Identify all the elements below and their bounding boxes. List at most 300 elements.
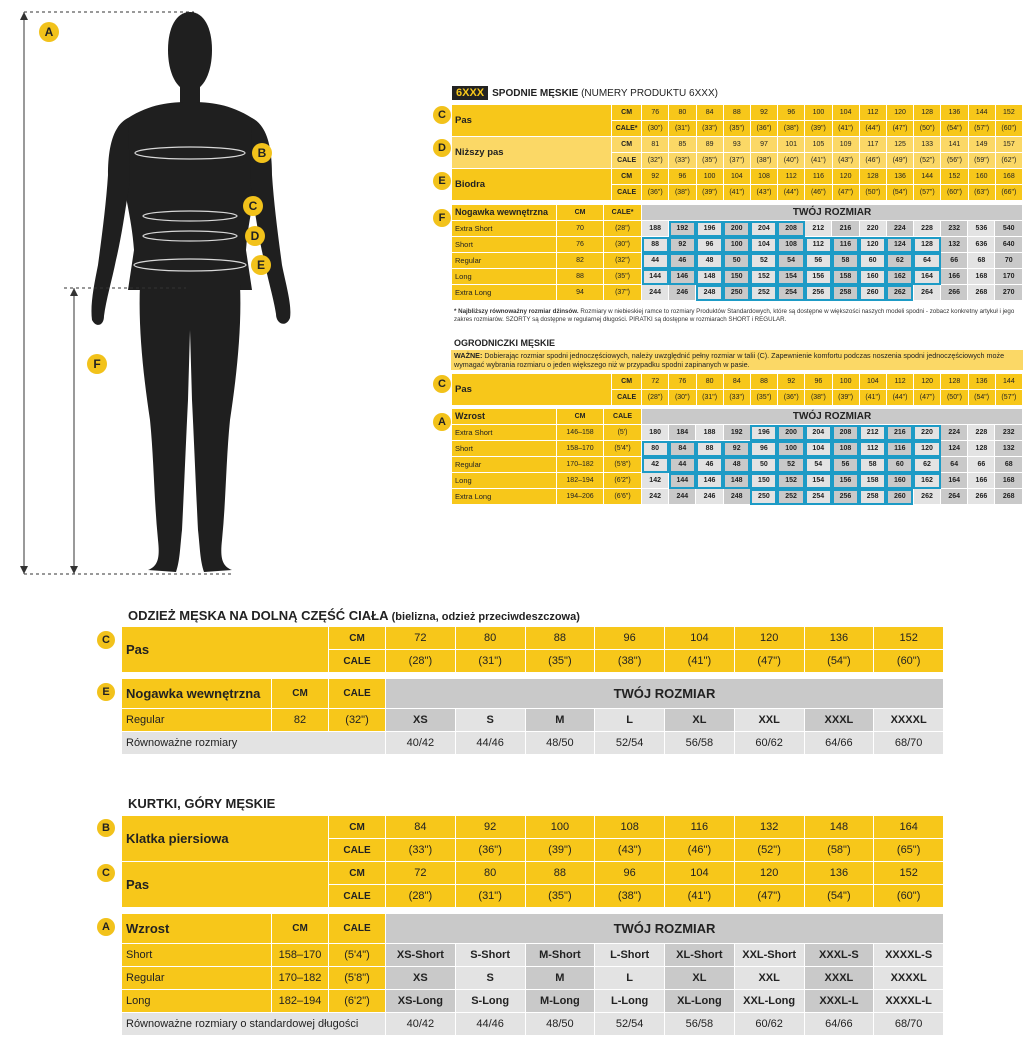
length-inch: (6'6") [604,489,642,505]
men-pants-title-text: SPODNIE MĘSKIE [492,88,579,99]
size-cell: 160 [886,473,913,489]
size-cell: XXXL-L [804,990,874,1013]
value-cm: 152 [995,105,1022,121]
size-cell: 148 [723,473,750,489]
size-cell: 66 [968,457,995,473]
value-inch: (37") [723,153,750,169]
size-cell: 212 [859,425,886,441]
value-inch: (39") [832,390,859,406]
product-code: 6XXX [452,86,488,100]
size-cell: XXXL [804,709,874,732]
value-inch: (36") [750,121,777,137]
value-cm: 96 [669,169,696,185]
size-cell: 46 [669,253,696,269]
size-cell: 166 [941,269,968,285]
value-inch: (28") [642,390,669,406]
size-cell: XXL [734,709,804,732]
value-cm: 120 [886,105,913,121]
size-cell: 70 [995,253,1023,269]
size-cell: 216 [832,221,859,237]
unit-inch: CALE [329,839,386,862]
length-inch: (30") [604,237,642,253]
size-cell: 54 [777,253,804,269]
badge-c-overalls: C [433,375,451,393]
value-cm: 92 [455,816,525,839]
equivalent-size: 64/66 [804,732,874,755]
value-inch: (60") [874,885,944,908]
your-size-header: TWÓJ ROZMIAR [386,914,944,944]
size-cell: S-Short [455,944,525,967]
value-cm: 128 [859,169,886,185]
size-cell: 112 [859,441,886,457]
value-cm: 100 [696,169,723,185]
equivalent-size: 60/62 [734,732,804,755]
value-cm: 133 [914,137,941,153]
value-cm: 88 [723,105,750,121]
length-name: Long [452,473,557,489]
value-inch: (47") [914,390,941,406]
length-cm: 146–158 [557,425,604,441]
value-inch: (32") [642,153,669,169]
value-cm: 164 [874,816,944,839]
equivalent-size: 52/54 [595,732,665,755]
size-cell: 244 [669,489,696,505]
value-cm: 120 [734,862,804,885]
value-inch: (30") [669,390,696,406]
value-inch: (41") [665,885,735,908]
value-cm: 96 [778,105,805,121]
length-cm: 158–170 [557,441,604,457]
value-inch: (57") [914,185,941,201]
value-inch: (28") [386,650,456,673]
equivalent-row [122,1013,944,1036]
value-inch: (41") [723,185,750,201]
equivalent-size: 56/58 [665,1013,735,1036]
size-cell: 92 [723,441,750,457]
value-cm: 100 [832,374,859,390]
equivalent-label: Równoważne rozmiary o standardowej długości [122,1013,386,1036]
value-inch: (56") [941,153,968,169]
value-cm: 136 [941,105,968,121]
measure-label: Pas [452,105,612,137]
size-cell: 156 [832,473,859,489]
size-cell: 44 [642,253,669,269]
size-cell: XS [386,967,456,990]
value-inch: (35") [723,121,750,137]
length-inch: (32") [604,253,642,269]
value-inch: (58") [804,839,874,862]
value-inch: (52") [734,839,804,862]
overalls-measurement-table [451,373,1023,406]
size-cell: 196 [696,221,723,237]
length-name: Regular [122,709,272,732]
size-cell: 144 [642,269,669,285]
value-cm: 80 [455,862,525,885]
size-cell: S [455,967,525,990]
value-cm: 84 [386,816,456,839]
size-cell: XXXXL-S [874,944,944,967]
size-cell: 68 [968,253,995,269]
value-cm: 116 [805,169,832,185]
value-inch: (38") [805,390,832,406]
size-cell: 220 [913,425,940,441]
badge-c-underwear: C [97,631,115,649]
value-inch: (33") [669,153,696,169]
value-cm: 144 [995,374,1022,390]
unit-cm: CM [329,862,386,885]
size-cell: 184 [669,425,696,441]
size-cell: 262 [886,285,913,301]
length-cm: 182–194 [272,990,329,1013]
table-row [122,816,944,839]
size-row [452,253,1023,269]
value-inch: (35") [696,153,723,169]
value-cm: 101 [778,137,805,153]
value-inch: (44") [886,390,913,406]
size-cell: 84 [669,441,696,457]
length-cm: 170–182 [557,457,604,473]
unit-inch: CALE [612,185,642,201]
equivalent-size: 52/54 [595,1013,665,1036]
value-inch: (54") [804,650,874,673]
value-inch: (39") [696,185,723,201]
value-cm: 136 [968,374,995,390]
size-cell: L-Long [595,990,665,1013]
length-cm: 94 [557,285,604,301]
value-cm: 92 [778,374,805,390]
size-row [122,990,944,1013]
measure-label: Nogawka wewnętrzna [452,205,557,221]
equivalent-size: 40/42 [386,732,456,755]
size-cell: 128 [913,237,940,253]
unit-cm: CM [612,374,642,390]
size-cell: 162 [886,269,913,285]
value-cm: 104 [832,105,859,121]
size-cell: 100 [723,237,750,253]
badge-e-pants: E [433,172,451,190]
badge-b: B [252,143,272,163]
size-cell: 42 [642,457,669,473]
value-inch: (47") [734,650,804,673]
unit-cm: CM [272,679,329,709]
value-cm: 160 [968,169,995,185]
length-inch: (5') [604,425,642,441]
measure-label: Pas [122,862,329,908]
size-cell: XXL-Long [734,990,804,1013]
badge-c-jackets: C [97,864,115,882]
size-cell: 154 [805,473,832,489]
length-inch: (6'2") [604,473,642,489]
table-header-row [452,409,1023,425]
unit-cm: CM [329,816,386,839]
value-inch: (59") [968,153,995,169]
length-name: Long [122,990,272,1013]
value-inch: (36") [642,185,669,201]
value-cm: 88 [525,862,595,885]
badge-d: D [245,226,265,246]
value-cm: 88 [750,374,777,390]
size-cell: S-Long [455,990,525,1013]
value-cm: 89 [696,137,723,153]
pants-note-text: Rozmiary w niebieskiej ramce to rozmiary Produktów Standardowych, które są dostępne w większości naszych modeli spodni - zobacz konkretny artykuł i jego zakres rozmiarów. SZORTY są dostępne w regularnej długości. PIRATKI są dostępne w rozmiarach SHORT i REGULAR. [454,308,1015,323]
length-inch: (28") [604,221,642,237]
measure-label: Nogawka wewnętrzna [122,679,272,709]
value-inch: (38") [750,153,777,169]
size-row [452,425,1023,441]
length-name: Short [452,237,557,253]
underwear-subtitle: (bielizna, odzież przeciwdeszczowa) [391,611,580,623]
size-cell: 260 [886,489,913,505]
value-cm: 105 [805,137,832,153]
value-cm: 116 [665,816,735,839]
value-inch: (41") [832,121,859,137]
measure-label: Wzrost [452,409,557,425]
size-cell: 196 [750,425,777,441]
unit-cm: CM [612,169,642,185]
value-cm: 80 [696,374,723,390]
value-cm: 104 [665,862,735,885]
size-cell: 204 [750,221,777,237]
size-cell: 108 [832,441,859,457]
value-cm: 96 [805,374,832,390]
value-inch: (33") [723,390,750,406]
your-size-header: TWÓJ ROZMIAR [642,409,1023,425]
size-cell: 80 [642,441,669,457]
unit-inch: CALE [329,914,386,944]
size-cell: 146 [696,473,723,489]
size-row [452,489,1023,505]
table-header-row [122,679,944,709]
size-cell: 154 [777,269,804,285]
badge-c-pants: C [433,106,451,124]
value-cm: 152 [874,862,944,885]
size-cell: 260 [859,285,886,301]
size-cell: XL [665,709,735,732]
value-cm: 112 [778,169,805,185]
size-cell: XL-Long [665,990,735,1013]
length-cm: 70 [557,221,604,237]
value-cm: 168 [995,169,1022,185]
length-cm: 158–170 [272,944,329,967]
size-cell: 168 [968,269,995,285]
value-cm: 84 [723,374,750,390]
size-cell: 536 [968,221,995,237]
pants-note-bold: * Najbliższy równoważny rozmiar dżinsów. [454,308,579,315]
value-cm: 136 [886,169,913,185]
length-inch: (5'4") [329,944,386,967]
table-row [452,374,1023,390]
value-inch: (50") [914,121,941,137]
size-cell: 252 [777,489,804,505]
unit-cm: CM [272,914,329,944]
measure-label: Biodra [452,169,612,201]
size-cell: 264 [941,489,968,505]
unit-inch: CALE [329,679,386,709]
size-row [122,967,944,990]
value-cm: 157 [995,137,1022,153]
size-cell: 228 [913,221,940,237]
size-cell: L [595,709,665,732]
value-cm: 84 [696,105,723,121]
table-row [452,137,1023,153]
value-inch: (50") [941,390,968,406]
overalls-notice-text: Dobierając rozmiar spodni jednoczęściowych, należy uwzględnić pełny rozmiar w talii (C). Zapewnienie komfortu podczas noszenia spodni jednoczęściowych może wymagać wybrania rozmiaru o jeden większego niż w przypadku spodni zapinanych w pasie. [454,351,1005,369]
size-cell: 200 [777,425,804,441]
value-cm: 96 [595,862,665,885]
size-cell: 242 [642,489,669,505]
unit-inch: CALE [612,153,642,169]
value-inch: (33") [386,839,456,862]
value-inch: (38") [778,121,805,137]
size-cell: 248 [723,489,750,505]
men-pants-title [452,86,718,100]
measure-label: Pas [122,627,329,673]
size-cell: 68 [995,457,1023,473]
unit-cm: CM [329,627,386,650]
size-cell: 62 [886,253,913,269]
unit-cm: CM [612,137,642,153]
size-cell: XXXL-S [804,944,874,967]
size-cell: 62 [913,457,940,473]
unit-cm: CM [557,409,604,425]
value-inch: (36") [778,390,805,406]
equivalent-size: 68/70 [874,732,944,755]
equivalent-size: 64/66 [804,1013,874,1036]
man-silhouette-icon [0,0,330,590]
table-row [452,105,1023,121]
length-cm: 76 [557,237,604,253]
value-inch: (44") [859,121,886,137]
length-cm: 170–182 [272,967,329,990]
length-name: Extra Short [452,425,557,441]
size-cell: 150 [723,269,750,285]
value-cm: 93 [723,137,750,153]
value-cm: 92 [642,169,669,185]
size-cell: 116 [886,441,913,457]
value-cm: 144 [968,105,995,121]
value-inch: (41") [665,650,735,673]
size-cell: 540 [995,221,1023,237]
value-cm: 109 [832,137,859,153]
unit-inch: CALE [329,885,386,908]
size-cell: 88 [696,441,723,457]
length-name: Extra Short [452,221,557,237]
size-cell: 88 [642,237,669,253]
table-header-row [452,205,1023,221]
value-inch: (46") [805,185,832,201]
value-inch: (60") [874,650,944,673]
size-cell: XS-Long [386,990,456,1013]
value-cm: 108 [595,816,665,839]
size-cell: 120 [913,441,940,457]
length-name: Long [452,269,557,285]
your-size-header: TWÓJ ROZMIAR [386,679,944,709]
underwear-title [128,608,580,623]
size-cell: 188 [696,425,723,441]
size-cell: M-Short [525,944,595,967]
size-cell: M [525,967,595,990]
size-row [452,237,1023,253]
table-row [122,627,944,650]
value-inch: (62") [995,153,1022,169]
badge-f: F [87,354,107,374]
size-cell: 200 [723,221,750,237]
value-inch: (47") [832,185,859,201]
unit-cm: CM [557,205,604,221]
measure-label: Wzrost [122,914,272,944]
size-cell: 96 [696,237,723,253]
size-cell: 250 [750,489,777,505]
size-cell: 246 [669,285,696,301]
size-cell: 208 [777,221,804,237]
value-inch: (57") [995,390,1022,406]
size-cell: XXXXL [874,709,944,732]
value-cm: 148 [804,816,874,839]
table-header-row [122,914,944,944]
value-inch: (31") [669,121,696,137]
value-cm: 72 [642,374,669,390]
value-cm: 100 [525,816,595,839]
value-inch: (35") [525,650,595,673]
size-cell: 146 [669,269,696,285]
size-row [452,441,1023,457]
your-size-header: TWÓJ ROZMIAR [642,205,1023,221]
badge-e-underwear: E [97,683,115,701]
value-inch: (54") [968,390,995,406]
equivalent-size: 44/46 [455,732,525,755]
size-cell: 268 [968,285,995,301]
equivalent-row [122,732,944,755]
size-cell: 224 [886,221,913,237]
value-inch: (60") [941,185,968,201]
badge-a-overalls: A [433,413,451,431]
size-cell: 46 [696,457,723,473]
size-cell: 124 [941,441,968,457]
value-cm: 72 [386,627,456,650]
value-inch: (43") [750,185,777,201]
value-cm: 136 [804,862,874,885]
value-cm: 80 [455,627,525,650]
value-inch: (57") [968,121,995,137]
badge-e: E [251,255,271,275]
unit-inch: CALE* [612,121,642,137]
value-cm: 104 [859,374,886,390]
size-row [452,473,1023,489]
size-cell: 100 [777,441,804,457]
equivalent-size: 48/50 [525,732,595,755]
value-inch: (54") [941,121,968,137]
size-cell: 216 [886,425,913,441]
size-cell: 204 [805,425,832,441]
size-cell: 258 [832,285,859,301]
length-inch: (32") [329,709,386,732]
table-row [452,169,1023,185]
size-cell: 142 [642,473,669,489]
table-row [122,862,944,885]
size-cell: 636 [968,237,995,253]
value-inch: (49") [886,153,913,169]
value-cm: 136 [804,627,874,650]
size-cell: 266 [968,489,995,505]
value-cm: 128 [914,105,941,121]
size-cell: L-Short [595,944,665,967]
size-cell: 252 [750,285,777,301]
length-cm: 88 [557,269,604,285]
size-cell: 120 [859,237,886,253]
size-cell: 132 [995,441,1023,457]
size-cell: 188 [642,221,669,237]
value-cm: 120 [832,169,859,185]
